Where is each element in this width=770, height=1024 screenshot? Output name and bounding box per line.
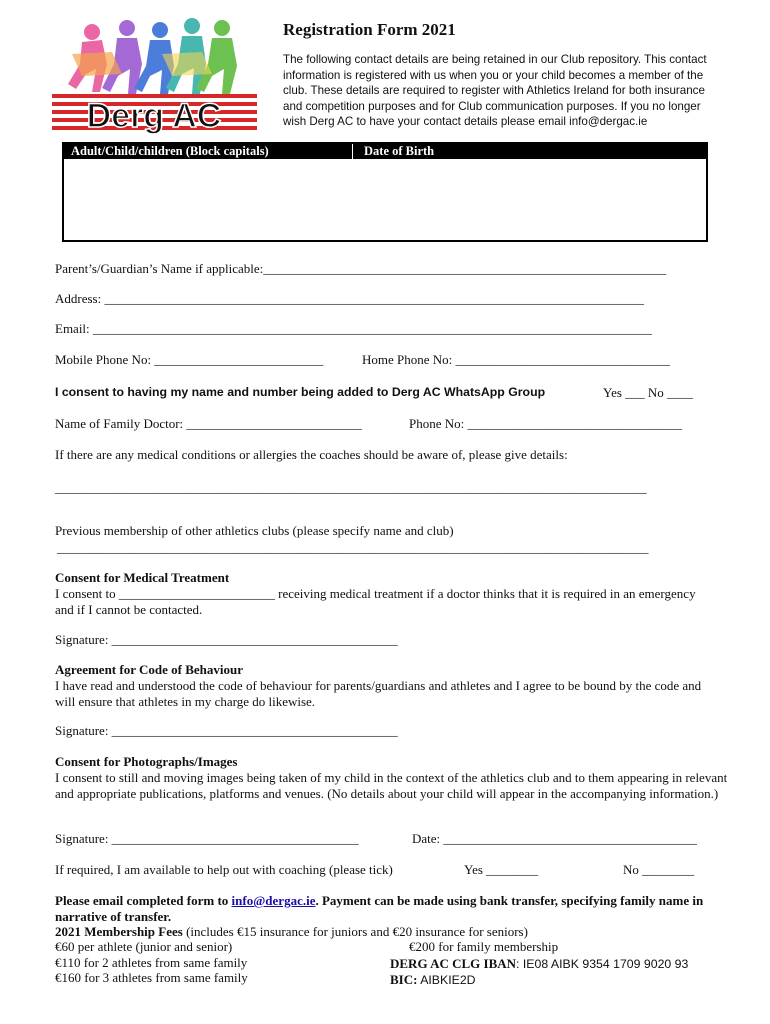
form-title: Registration Form 2021: [283, 20, 456, 39]
home-phone-field[interactable]: Home Phone No: _________________________________: [362, 352, 671, 367]
medical-consent-signature[interactable]: Signature: ____________________________________________: [55, 632, 398, 647]
fee-single: €60 per athlete (junior and senior): [55, 939, 233, 954]
col-divider: [352, 144, 353, 159]
coaching-no[interactable]: No ________: [623, 862, 695, 877]
email-instructions: [55, 893, 725, 924]
medical-consent-heading: Consent for Medical Treatment: [55, 570, 230, 585]
mobile-phone-field[interactable]: Mobile Phone No: __________________________: [55, 352, 324, 367]
col-header-name: Adult/Child/children (Block capitals): [71, 144, 269, 158]
derg-ac-logo: [52, 14, 257, 134]
bic-line: [390, 972, 476, 988]
logo-text: Derg AC: [86, 97, 222, 134]
fee-three: €160 for 3 athletes from same family: [55, 970, 248, 985]
email-instructions-post: . Payment can be made using bank transfer, specifying family name in narrative of transfer.: [55, 893, 704, 924]
medical-consent-text: I consent to ________________________ receiving medical treatment if a doctor thinks that it is required in an emergency and if I cannot be contacted.: [55, 586, 696, 617]
whatsapp-consent-label: I consent to having my name and number being added to Derg AC WhatsApp Group: [55, 385, 546, 399]
bic-label: BIC:: [390, 972, 418, 987]
code-of-behaviour-text: I have read and understood the code of behaviour for parents/guardians and athletes and I agree to be bound by the code and will ensure that athletes in my charge do likewise.: [55, 678, 702, 709]
photo-consent-heading: Consent for Photographs/Images: [55, 754, 238, 769]
email-instructions-pre: Please email completed form to: [55, 893, 232, 908]
bic-value: AIBKIE2D: [417, 973, 476, 987]
address-field[interactable]: Address: ___________________________________________________________________________________: [55, 291, 644, 306]
email-field[interactable]: Email: ______________________________________________________________________________________: [55, 321, 652, 336]
code-of-behaviour-signature[interactable]: Signature: ____________________________________________: [55, 723, 398, 738]
coaching-label: If required, I am available to help out with coaching (please tick): [55, 862, 393, 877]
guardian-field[interactable]: Parent’s/Guardian’s Name if applicable:______________________________________________________________: [55, 261, 667, 276]
fee-two: €110 for 2 athletes from same family: [55, 955, 248, 970]
coaching-yes[interactable]: Yes ________: [464, 862, 539, 877]
fees-note: (includes €15 insurance for juniors and €20 insurance for seniors): [182, 924, 528, 939]
table-header: [64, 144, 706, 159]
photo-consent-date[interactable]: Date: _______________________________________: [412, 831, 697, 846]
email-link[interactable]: info@dergac.ie: [231, 893, 316, 908]
doctor-field[interactable]: Name of Family Doctor: ___________________________: [55, 416, 362, 431]
doctor-phone-field[interactable]: Phone No: _________________________________: [409, 416, 682, 431]
iban-line: [390, 956, 688, 972]
photo-consent-text: I consent to still and moving images being taken of my child in the context of the athletics club and to them appearing in relevant and appropriate publications, platforms and venues. (No details about your child will appear in the accompanying information.): [55, 770, 728, 801]
runners-logo-graphic: [52, 14, 257, 134]
medical-conditions-label: If there are any medical conditions or allergies the coaches should be aware of, please give details:: [55, 447, 568, 462]
medical-conditions-line[interactable]: ___________________________________________________________________________________________: [55, 480, 647, 495]
fees-line: [55, 924, 528, 940]
iban-label: DERG AC CLG IBAN: [390, 956, 517, 971]
photo-consent-signature[interactable]: Signature: ______________________________________: [55, 831, 359, 846]
intro-paragraph: The following contact details are being retained in our Club repository. This contact information is registered with us when you or your child becomes a member of the club. These details are required to register with Athletics Ireland for both insurance and competition purposes and for Club communication purposes. If you no longer wish Derg AC to have your contact details please email info@dergac.ie: [283, 53, 707, 128]
code-of-behaviour-heading: Agreement for Code of Behaviour: [55, 662, 243, 677]
fee-family: €200 for family membership: [409, 939, 559, 954]
col-header-dob: Date of Birth: [364, 144, 435, 158]
iban-value: : IE08 AIBK 9354 1709 9020 93: [516, 957, 689, 971]
fees-heading: 2021 Membership Fees: [55, 924, 183, 939]
prev-membership-label: Previous membership of other athletics clubs (please specify name and club): [55, 523, 454, 538]
athlete-table: [62, 142, 708, 242]
prev-membership-line[interactable]: ___________________________________________________________________________________________: [57, 540, 649, 555]
whatsapp-yes-no[interactable]: Yes ___ No ____: [603, 385, 694, 400]
